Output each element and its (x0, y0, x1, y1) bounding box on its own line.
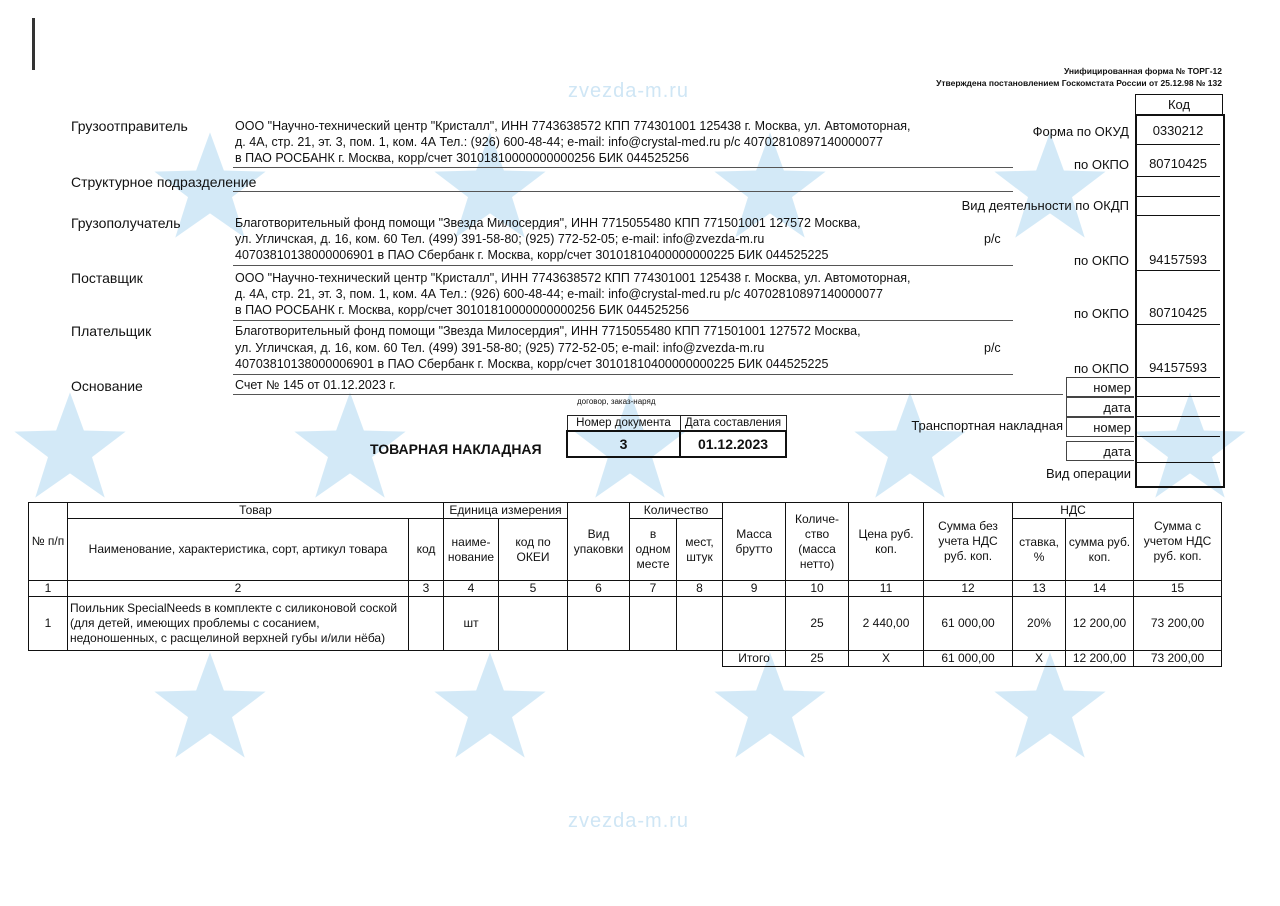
row-sum-vat: 73 200,00 (1134, 597, 1222, 651)
col-header-sum-vat: Сумма с учетом НДС руб. коп. (1134, 503, 1222, 581)
col-header-vat-rate: ставка, % (1013, 519, 1066, 581)
col-number: 5 (499, 581, 568, 597)
doc-number-value: 3 (567, 431, 680, 457)
okpo-label: по ОКПО (1073, 361, 1129, 376)
form-title: Унифицированная форма № ТОРГ-12 (1063, 66, 1222, 76)
col-number: 10 (786, 581, 849, 597)
row-qty-places (677, 597, 723, 651)
col-number: 3 (409, 581, 444, 597)
totals-vat-sum: 12 200,00 (1066, 651, 1134, 667)
okpo-label: по ОКПО (1073, 157, 1129, 172)
column-number-row (29, 581, 1222, 597)
okpo-receiver-value: 94157593 (1149, 252, 1207, 267)
page-edge-mark (32, 18, 35, 70)
code-header: Код (1135, 94, 1223, 116)
col-header-sum-novat: Сумма без учета НДС руб. коп. (924, 503, 1013, 581)
row-code (409, 597, 444, 651)
col-number: 14 (1066, 581, 1134, 597)
col-number: 8 (677, 581, 723, 597)
okpo-sender-value: 80710425 (1149, 156, 1207, 171)
col-header-pack: Вид упаковки (568, 503, 630, 581)
col-header-qty: Количество (630, 503, 723, 519)
transport-number-label: номер (1066, 417, 1134, 437)
basis-label: Основание (71, 378, 143, 394)
doc-date-value: 01.12.2023 (680, 431, 786, 457)
col-header-vat: НДС (1013, 503, 1134, 519)
col-number: 13 (1013, 581, 1066, 597)
col-header-goods: Товар (68, 503, 444, 519)
sender-label: Грузоотправитель (71, 118, 188, 134)
col-number: 4 (444, 581, 499, 597)
totals-vat-rate: X (1013, 651, 1066, 667)
totals-sum-novat: 61 000,00 (924, 651, 1013, 667)
okud-label: Форма по ОКУД (1032, 124, 1129, 139)
okdp-label: Вид деятельности по ОКДП (961, 198, 1129, 213)
watermark-text: zvezda-m.ru (568, 810, 690, 832)
col-number: 1 (29, 581, 68, 597)
row-pack (568, 597, 630, 651)
table-row (29, 597, 1222, 651)
col-number: 11 (849, 581, 924, 597)
sender-line: д. 4А, стр. 21, эт. 3, пом. 1, ком. 4А Тел.: (926) 600-48-44; e-mail: info@crystal-med.ru р/с 40702810897140000077 (235, 135, 883, 149)
row-unit: шт (444, 597, 499, 651)
receiver-line: ул. Угличская, д. 16, ком. 60 Тел. (499) 391-58-80; (925) 772-52-05; e-mail: info@zvezda-m.ru (235, 232, 765, 246)
okpo-label: по ОКПО (1073, 253, 1129, 268)
doc-date-header: Дата составления (680, 416, 786, 432)
receiver-line: Благотворительный фонд помощи "Звезда Милосердия", ИНН 7715055480 КПП 771501001 127572 Москва, (235, 216, 861, 230)
receiver-label: Грузополучатель (71, 215, 181, 231)
row-okei (499, 597, 568, 651)
totals-price: X (849, 651, 924, 667)
row-qty: 25 (786, 597, 849, 651)
payer-line: Благотворительный фонд помощи "Звезда Милосердия", ИНН 7715055480 КПП 771501001 127572 Москва, (235, 324, 861, 338)
col-header-qty-one: в одном месте (630, 519, 677, 581)
watermark-text: zvezda-m.ru (568, 80, 690, 102)
receiver-line: 40703810138000006901 в ПАО Сбербанк г. Москва, корр/счет 30101810400000000225 БИК 044525225 (235, 248, 829, 262)
col-header-price: Цена руб. коп. (849, 503, 924, 581)
sender-line: в ПАО РОСБАНК г. Москва, корр/счет 30101810000000000256 БИК 044525256 (235, 151, 690, 165)
row-name (68, 597, 409, 651)
payer-rs: р/с (984, 341, 1001, 355)
doc-number-table (566, 415, 787, 458)
row-sum-novat: 61 000,00 (924, 597, 1013, 651)
col-header-unit-name: наиме-нование (444, 519, 499, 581)
row-name-line: (для детей, имеющих проблемы с сосанием, (70, 616, 320, 630)
basis-value: Счет № 145 от 01.12.2023 г. (235, 378, 396, 392)
payer-label: Плательщик (71, 323, 152, 339)
col-header-goods-code: код (409, 519, 444, 581)
okpo-payer-value: 94157593 (1149, 360, 1207, 375)
row-num: 1 (29, 597, 68, 651)
row-qty-one (630, 597, 677, 651)
payer-line: ул. Угличская, д. 16, ком. 60 Тел. (499) 391-58-80; (925) 772-52-05; e-mail: info@zvezda-m.ru (235, 341, 765, 355)
col-header-unit-okei: код по ОКЕИ (499, 519, 568, 581)
watermark-star-logo (850, 390, 970, 500)
payer-line: 40703810138000006901 в ПАО Сбербанк г. Москва, корр/счет 30101810400000000225 БИК 044525225 (235, 357, 829, 371)
col-number: 9 (723, 581, 786, 597)
col-header-goods-name: Наименование, характеристика, сорт, артикул товара (68, 519, 409, 581)
row-name-line: Поильник SpecialNeeds в комплекте с силиконовой соской (70, 601, 398, 615)
basis-number-label: номер (1066, 377, 1134, 397)
col-number: 7 (630, 581, 677, 597)
sender-line: ООО "Научно-технический центр "Кристалл", ИНН 7743638572 КПП 774301001 125438 г. Москва, ул. Автомоторная, (235, 119, 911, 133)
supplier-line: в ПАО РОСБАНК г. Москва, корр/счет 30101810000000000256 БИК 044525256 (235, 303, 690, 317)
okpo-label: по ОКПО (1073, 306, 1129, 321)
col-header-vat-sum: сумма руб. коп. (1066, 519, 1134, 581)
col-number: 6 (568, 581, 630, 597)
basis-date-label: дата (1066, 397, 1134, 417)
totals-sum-vat: 73 200,00 (1134, 651, 1222, 667)
division-label: Структурное подразделение (71, 174, 257, 190)
okud-value: 0330212 (1152, 123, 1204, 138)
col-number: 12 (924, 581, 1013, 597)
form-approval: Утверждена постановлением Госкомстата России от 25.12.98 № 132 (936, 78, 1222, 88)
basis-hint: договор, заказ-наряд (577, 397, 656, 406)
operation-label: Вид операции (1045, 466, 1131, 481)
totals-qty: 25 (786, 651, 849, 667)
receiver-rs: р/с (984, 232, 1001, 246)
totals-row (29, 651, 1222, 667)
col-number: 2 (68, 581, 409, 597)
col-header-unit: Единица измерения (444, 503, 568, 519)
watermark-star-logo (990, 130, 1110, 240)
row-vat-rate: 20% (1013, 597, 1066, 651)
row-name-line: недоношенных, с расщелиной верхней губы и/или нёба) (70, 631, 386, 645)
col-header-qty-places: мест, штук (677, 519, 723, 581)
doc-number-header: Номер документа (567, 416, 680, 432)
supplier-label: Поставщик (71, 270, 143, 286)
watermark-star-logo (10, 390, 130, 500)
row-gross (723, 597, 786, 651)
col-header-num: № п/п (29, 503, 68, 581)
col-header-net: Количе-ство (масса нетто) (786, 503, 849, 581)
row-vat-sum: 12 200,00 (1066, 597, 1134, 651)
goods-table (28, 502, 1222, 667)
supplier-line: д. 4А, стр. 21, эт. 3, пом. 1, ком. 4А Тел.: (926) 600-48-44; e-mail: info@crystal-med.ru р/с 40702810897140000077 (235, 287, 883, 301)
okpo-supplier-value: 80710425 (1149, 305, 1207, 320)
row-price: 2 440,00 (849, 597, 924, 651)
col-number: 15 (1134, 581, 1222, 597)
totals-label: Итого (723, 651, 786, 667)
transport-label: Транспортная накладная (911, 418, 1063, 433)
doc-title: ТОВАРНАЯ НАКЛАДНАЯ (370, 441, 542, 457)
supplier-line: ООО "Научно-технический центр "Кристалл", ИНН 7743638572 КПП 774301001 125438 г. Москва, ул. Автомоторная, (235, 271, 911, 285)
transport-date-label: дата (1066, 441, 1134, 461)
col-header-gross: Масса брутто (723, 503, 786, 581)
